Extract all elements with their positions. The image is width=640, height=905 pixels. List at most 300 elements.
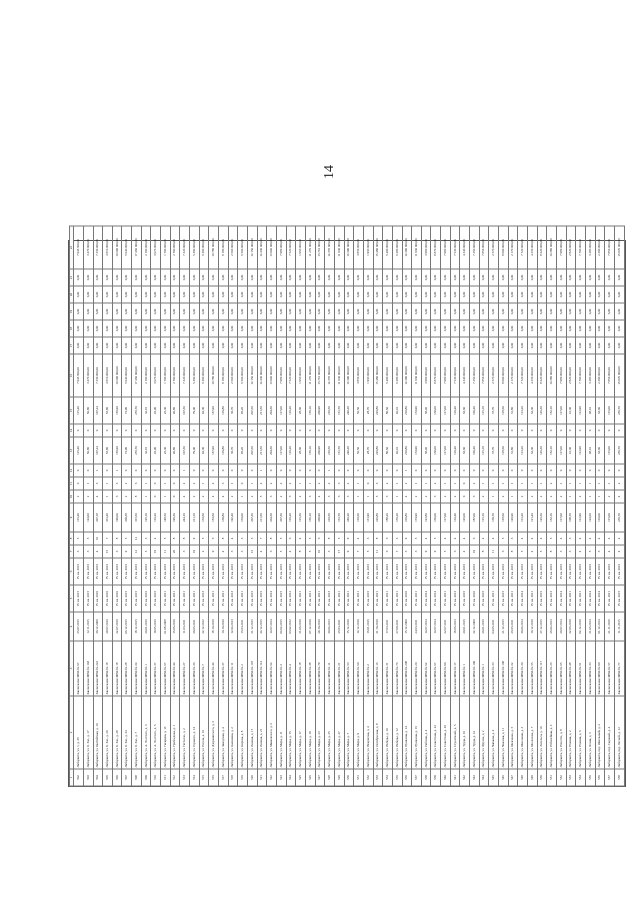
table-cell: 165,10 (305, 437, 315, 464)
table-cell: 2 (315, 477, 325, 490)
table-cell: 0,00 (566, 303, 576, 320)
table-cell: 152,10 (547, 503, 557, 532)
table-cell: 106,40 (470, 397, 480, 424)
table-cell: 79,00 (190, 437, 200, 464)
table-cell: 0,00 (209, 303, 219, 320)
table-cell: IV кв. 2016 (267, 558, 277, 585)
table-cell: 0,00 (508, 303, 518, 320)
table-cell: 0,00 (383, 269, 393, 286)
table-cell: 20.07.2014 (557, 612, 567, 641)
table-cell: IV кв. 2011 (209, 585, 219, 612)
table-cell: 0,00 (74, 303, 84, 320)
table-cell: 3 (112, 477, 122, 490)
table-cell: IV кв. 2011 (190, 585, 200, 612)
table-cell: 174,90 (412, 437, 422, 464)
table-body (74, 226, 625, 786)
table-cell: 1 (537, 477, 547, 490)
table-cell: 0 (276, 424, 286, 437)
table-cell: IV кв. 2016 (180, 558, 190, 585)
table-cell: 9 (431, 545, 441, 558)
table-cell: Лаборанта, ул. Рабочая, д. 4 (421, 696, 431, 769)
table-cell: 0,00 (257, 286, 267, 303)
table-cell: 226,80 (373, 397, 383, 424)
table-cell: 165,10 (305, 397, 315, 424)
table-cell: 7 520 000,00 (286, 226, 296, 269)
table-cell: 0,00 (441, 320, 451, 337)
table-cell: 226,80 (373, 503, 383, 532)
table-row (614, 226, 624, 786)
table-cell: Заключение МВК № 117 (537, 641, 547, 696)
table-row (325, 226, 335, 786)
table-cell: 0,00 (518, 337, 528, 354)
table-row (605, 226, 615, 786)
table-cell: 526 (305, 769, 315, 786)
table-cell: 63,60 (460, 437, 470, 464)
table-cell: 0,00 (93, 337, 103, 354)
table-cell: 5 490 000,00 (383, 226, 393, 269)
table-cell: IV кв. 2016 (286, 558, 296, 585)
table-cell: 0 (605, 424, 615, 437)
table-cell: 117,00 (276, 397, 286, 424)
table-cell: IV кв. 2016 (421, 558, 431, 585)
table-cell: 117,00 (441, 437, 451, 464)
table-cell: 0,00 (566, 320, 576, 337)
table-cell: 14 430 000,00 (257, 226, 267, 269)
table-cell: 19.05.2016 (151, 612, 161, 641)
table-cell: IV кв. 2016 (566, 558, 576, 585)
table-cell: 1 (528, 477, 538, 490)
table-cell: 0,00 (209, 286, 219, 303)
table-cell: Лаборанта, ул. Шевченко, д. 5 (508, 696, 518, 769)
table-cell: 92,30 (199, 437, 209, 464)
table-cell: 1 (576, 477, 586, 490)
table-cell: 521 (257, 769, 267, 786)
table-cell: 6 (132, 477, 142, 490)
table-cell: 236,70 (614, 397, 624, 424)
table-cell: 4 (228, 532, 238, 545)
table-cell: 0,00 (199, 337, 209, 354)
table-cell: 11 270 000,00 (305, 354, 315, 397)
table-cell: 0 (305, 464, 315, 477)
table-cell: 107,24 (93, 437, 103, 464)
table-cell: 4 250 000,00 (528, 226, 538, 269)
table-cell: 115,10 (479, 437, 489, 464)
column-number-cell: 16 (70, 354, 74, 397)
table-cell: 0,00 (518, 320, 528, 337)
table-cell: 11 030 000,00 (334, 226, 344, 269)
table-cell: IV кв. 2015 (499, 585, 509, 612)
table-cell: 7 850 000,00 (479, 226, 489, 269)
table-cell: 0,00 (296, 320, 306, 337)
table-cell: 2 (190, 477, 200, 490)
table-cell: 16 390 000,00 (344, 354, 354, 397)
table-cell: 36,70 (228, 437, 238, 464)
table-cell: 124,60 (585, 503, 595, 532)
table-cell: 0,00 (585, 320, 595, 337)
table-cell: 0 (479, 424, 489, 437)
table-cell: 0,00 (499, 320, 509, 337)
table-cell: Заключение МВК № 2 (363, 641, 373, 696)
table-cell: 0,00 (450, 303, 460, 320)
table-cell: 0,00 (132, 269, 142, 286)
table-cell: 5 (199, 532, 209, 545)
table-cell: 7 945 600,00 (74, 354, 84, 397)
table-cell: IV кв. 2016 (557, 558, 567, 585)
table-cell: 7 530 000,00 (450, 354, 460, 397)
table-cell: 0,00 (470, 286, 480, 303)
table-cell: 7 700 000,00 (576, 226, 586, 269)
table-cell: 16 070 000,00 (614, 226, 624, 269)
rotated-table-container (69, 237, 625, 786)
table-cell: 13 940 000,00 (267, 354, 277, 397)
table-cell: 0,00 (460, 337, 470, 354)
table-cell: 0,00 (354, 286, 364, 303)
table-cell: IV кв. 2013 (547, 585, 557, 612)
table-cell: 7 (354, 545, 364, 558)
table-cell: 6 (209, 532, 219, 545)
table-cell: Лаборанта, ул. Мира, д. 25 (325, 696, 335, 769)
table-cell: 7 (257, 532, 267, 545)
table-cell: 11 (373, 545, 383, 558)
table-row (305, 226, 315, 786)
table-cell: 161,70 (334, 503, 344, 532)
table-cell: 0,00 (190, 286, 200, 303)
table-cell: 0,00 (528, 337, 538, 354)
table-cell: 15 480 000,00 (373, 226, 383, 269)
table-cell: IV кв. 2016 (528, 558, 538, 585)
table-cell: 505 (103, 769, 113, 786)
table-cell: Лаборанта, ул. Советская, д. 22 (431, 696, 441, 769)
table-cell: 8 180 000,00 (219, 354, 229, 397)
table-cell: IV кв. 2011 (605, 585, 615, 612)
table-cell: 0,00 (595, 269, 605, 286)
table-cell: 0,00 (383, 286, 393, 303)
table-cell: 8 (373, 532, 383, 545)
table-cell: 5 (334, 532, 344, 545)
table-cell: IV кв. 2011 (305, 585, 315, 612)
table-cell: 0,00 (402, 286, 412, 303)
table-cell: 0 (460, 490, 470, 503)
table-cell: 95,20 (238, 437, 248, 464)
table-cell: Лаборанта, ул. 1, д. 36 (74, 696, 84, 769)
table-cell: 8 090 000,00 (499, 354, 509, 397)
table-cell: 0,00 (557, 269, 567, 286)
table-cell: 17 460 000,00 (132, 354, 142, 397)
table-cell: 0,00 (228, 320, 238, 337)
table-cell: 1 (180, 464, 190, 477)
table-cell: 48,10 (585, 397, 595, 424)
table-cell: 0,00 (547, 320, 557, 337)
table-cell: 0 (103, 424, 113, 437)
table-cell: 0,00 (421, 337, 431, 354)
table-row (537, 226, 547, 786)
table-cell: 8 090 000,00 (499, 226, 509, 269)
table-cell: 110,40 (450, 503, 460, 532)
table-cell: 123,80 (421, 503, 431, 532)
table-cell: 3 (180, 545, 190, 558)
table-cell: 0,00 (595, 286, 605, 303)
table-cell: 210,80 (402, 437, 412, 464)
table-cell: 0 (441, 464, 451, 477)
table-cell: IV кв. 2016 (460, 585, 470, 612)
table-cell: 0,00 (412, 337, 422, 354)
table-cell: 0,00 (537, 320, 547, 337)
table-cell: 161,70 (334, 397, 344, 424)
table-cell: 156,90 (112, 397, 122, 424)
table-cell: 4 (489, 532, 499, 545)
table-cell: 0 (74, 464, 84, 477)
table-cell: 14 150 000,00 (248, 226, 258, 269)
table-cell: IV кв. 2013 (325, 585, 335, 612)
table-cell: 7 945 600,00 (74, 226, 84, 269)
table-cell: IV кв. 2010 (112, 585, 122, 612)
table-cell: 0 (74, 477, 84, 490)
table-cell: 19 (470, 545, 480, 558)
table-cell: 0,00 (228, 269, 238, 286)
table-cell: 0,00 (431, 303, 441, 320)
table-cell: 226,80 (373, 437, 383, 464)
table-cell: 0,00 (344, 286, 354, 303)
table-cell: 0 (479, 464, 489, 477)
table-cell: 12 (132, 532, 142, 545)
table-cell: 4 (518, 532, 528, 545)
table-row (180, 226, 190, 786)
table-cell: 110,60 (354, 503, 364, 532)
table-cell: 17 (334, 545, 344, 558)
table-cell: 0 (441, 424, 451, 437)
table-cell: 0 (112, 424, 122, 437)
table-cell: 1 (585, 477, 595, 490)
table-cell: 2 (344, 477, 354, 490)
table-cell: 21.12.2015 (248, 612, 258, 641)
table-cell: 0,00 (209, 269, 219, 286)
table-cell: IV кв. 2016 (489, 558, 499, 585)
table-cell: 0,00 (431, 337, 441, 354)
table-cell: 33,60 (595, 397, 605, 424)
table-cell: 8 (479, 545, 489, 558)
table-cell: 12.11.2015 (83, 612, 93, 641)
table-cell: 3 280 000,00 (585, 354, 595, 397)
column-number-cell: 14 (70, 424, 74, 437)
table-cell: 106,40 (470, 437, 480, 464)
table-cell: 11 (489, 545, 499, 558)
table-cell: 0 (286, 424, 296, 437)
table-cell: 2 570 000,00 (489, 226, 499, 269)
table-cell: 0,00 (421, 320, 431, 337)
table-cell: 5 040 000,00 (122, 354, 132, 397)
table-cell: 0,00 (489, 269, 499, 286)
table-cell: 0,00 (566, 269, 576, 286)
table-cell: 0 (209, 464, 219, 477)
table-cell: Заключение МВК № 55 (528, 641, 538, 696)
table-cell: IV кв. 2016 (296, 558, 306, 585)
table-cell: IV кв. 2011 (412, 585, 422, 612)
table-cell: IV кв. 2010 (402, 585, 412, 612)
table-cell: IV кв. 2016 (74, 558, 84, 585)
table-cell: 0 (305, 424, 315, 437)
table-cell: 0,00 (315, 303, 325, 320)
table-cell: 0,00 (112, 269, 122, 286)
table-row (547, 226, 557, 786)
table-cell: 1 (402, 464, 412, 477)
table-cell: 0,00 (276, 269, 286, 286)
table-cell: 2 (325, 477, 335, 490)
table-cell: 6 500 000,00 (238, 226, 248, 269)
table-cell: 113,20 (518, 503, 528, 532)
table-cell: 27.09.2011 (392, 612, 402, 641)
table-cell: 547 (508, 769, 518, 786)
table-cell: 4 (557, 532, 567, 545)
table-cell: 112,90 (576, 437, 586, 464)
table-cell: Заключение МВК № 61 (576, 641, 586, 696)
table-cell: Лаборанта, ул. Балтийская, д. 10 (93, 696, 103, 769)
table-cell: Лаборанта, ул. Мира, д. 7 (344, 696, 354, 769)
table-cell: IV кв. 2015 (257, 585, 267, 612)
table-cell: 16 390 000,00 (344, 226, 354, 269)
table-cell: 6 (450, 545, 460, 558)
table-cell: 0,00 (518, 303, 528, 320)
table-cell: 1 (161, 490, 171, 503)
table-cell: 10 690 000,00 (112, 354, 122, 397)
table-cell: 116,30 (296, 503, 306, 532)
table-cell: 0 (93, 424, 103, 437)
table-cell: 7 330 000,00 (93, 226, 103, 269)
column-number-cell: 12 (70, 464, 74, 477)
table-cell: 0,00 (93, 269, 103, 286)
table-cell: 3 (325, 490, 335, 503)
table-cell: Заключение МВК № 60 (354, 641, 364, 696)
table-cell: 0,00 (421, 303, 431, 320)
table-cell: 3 470 000,00 (83, 354, 93, 397)
table-cell: 2 (470, 477, 480, 490)
table-cell: 0,00 (334, 337, 344, 354)
table-cell: 0,00 (605, 286, 615, 303)
table-cell: 210,50 (325, 397, 335, 424)
table-cell: 0 (74, 424, 84, 437)
table-cell: IV кв. 2015 (248, 585, 258, 612)
table-cell: 0,00 (585, 269, 595, 286)
table-cell: IV кв. 2016 (479, 558, 489, 585)
table-cell: 01.08.2008 (161, 612, 171, 641)
table-cell: 211,10 (190, 503, 200, 532)
table-cell: 0 (363, 477, 373, 490)
table-cell: Лаборанта, пер. Лесной, д. 12 (614, 696, 624, 769)
table-cell: 0,00 (286, 286, 296, 303)
table-cell: Заключение МВК № 32 (508, 641, 518, 696)
table-cell: 3 (74, 545, 84, 558)
table-cell: Заключение МВК № 33 (489, 641, 499, 696)
table-cell: Лаборанта, ул. Победы, д. 10 (383, 696, 393, 769)
table-cell: IV кв. 2012 (286, 585, 296, 612)
table-cell: 3 070 000,00 (151, 226, 161, 269)
table-cell: 0,00 (248, 303, 258, 320)
table-cell: 4 (421, 532, 431, 545)
column-number-cell: 2 (70, 696, 74, 769)
table-cell: 1 (566, 490, 576, 503)
table-cell: 506 (112, 769, 122, 786)
table-cell: 9 (122, 545, 132, 558)
table-cell: 15.06.2010 (170, 612, 180, 641)
table-cell: 0,00 (557, 320, 567, 337)
table-cell: 0,00 (605, 337, 615, 354)
table-cell: IV кв. 2016 (151, 558, 161, 585)
table-cell: 2 170 000,00 (508, 226, 518, 269)
table-cell: 0,00 (276, 337, 286, 354)
table-cell: Лаборанта, ул. А. Толстого, д. 5 (151, 696, 161, 769)
table-cell: 331,40 (103, 503, 113, 532)
table-cell: 124,00 (83, 503, 93, 532)
table-cell: IV кв. 2016 (315, 558, 325, 585)
table-cell: 1 (508, 477, 518, 490)
table-cell: 5 (518, 545, 528, 558)
table-cell: 6 500 000,00 (238, 354, 248, 397)
table-cell: 2 (74, 490, 84, 503)
table-cell: 28,70 (363, 397, 373, 424)
table-cell: 207,18 (93, 503, 103, 532)
table-cell: 0,00 (238, 337, 248, 354)
table-cell: 0 (499, 464, 509, 477)
table-cell: Лаборанта, ул. Горького, д. 14 (190, 696, 200, 769)
table-cell: 0 (470, 464, 480, 477)
table-cell: 40,80 (170, 437, 180, 464)
table-cell: 58,40 (421, 397, 431, 424)
table-cell: 0,00 (122, 303, 132, 320)
table-cell: 1 (508, 490, 518, 503)
table-cell: 7 720 000,00 (518, 354, 528, 397)
table-cell: 0,00 (132, 337, 142, 354)
table-cell: 0 (595, 424, 605, 437)
table-cell: 152,10 (547, 397, 557, 424)
table-cell: IV кв. 2016 (228, 558, 238, 585)
table-cell: 0,00 (161, 303, 171, 320)
table-cell: 192,40 (228, 503, 238, 532)
table-cell: 0,00 (470, 269, 480, 286)
table-cell: 41,30 (566, 397, 576, 424)
table-cell: 5 (431, 532, 441, 545)
table-cell: 534 (383, 769, 393, 786)
table-cell: IV кв. 2011 (180, 585, 190, 612)
table-cell: 0,00 (161, 337, 171, 354)
table-cell: Заключение МВК № 27 (180, 641, 190, 696)
table-cell: 509 (141, 769, 151, 786)
table-cell: 0,00 (373, 269, 383, 286)
table-cell: 0,00 (614, 286, 624, 303)
table-cell: 0,00 (267, 303, 277, 320)
table-cell: 20.01.2016 (479, 612, 489, 641)
table-cell: 0,00 (499, 303, 509, 320)
table-cell: 200,90 (315, 397, 325, 424)
table-cell: 0,00 (547, 337, 557, 354)
table-cell: 50,80 (83, 397, 93, 424)
table-cell: 0 (392, 424, 402, 437)
table-cell: 0,00 (354, 303, 364, 320)
table-cell: 0,00 (74, 320, 84, 337)
table-cell: 4 (614, 545, 624, 558)
table-row (257, 226, 267, 786)
table-cell: 0,00 (450, 320, 460, 337)
table-cell: 0,00 (450, 269, 460, 286)
table-cell: 4 (354, 532, 364, 545)
table-cell: 16 070 000,00 (614, 354, 624, 397)
table-cell: 0,00 (508, 320, 518, 337)
table-cell: 0,00 (499, 269, 509, 286)
table-cell: IV кв. 2011 (344, 585, 354, 612)
table-cell: 532 (363, 769, 373, 786)
table-cell: 211,50 (257, 503, 267, 532)
table-cell: 6 (267, 545, 277, 558)
table-cell: 0 (508, 424, 518, 437)
table-cell: 533 (373, 769, 383, 786)
